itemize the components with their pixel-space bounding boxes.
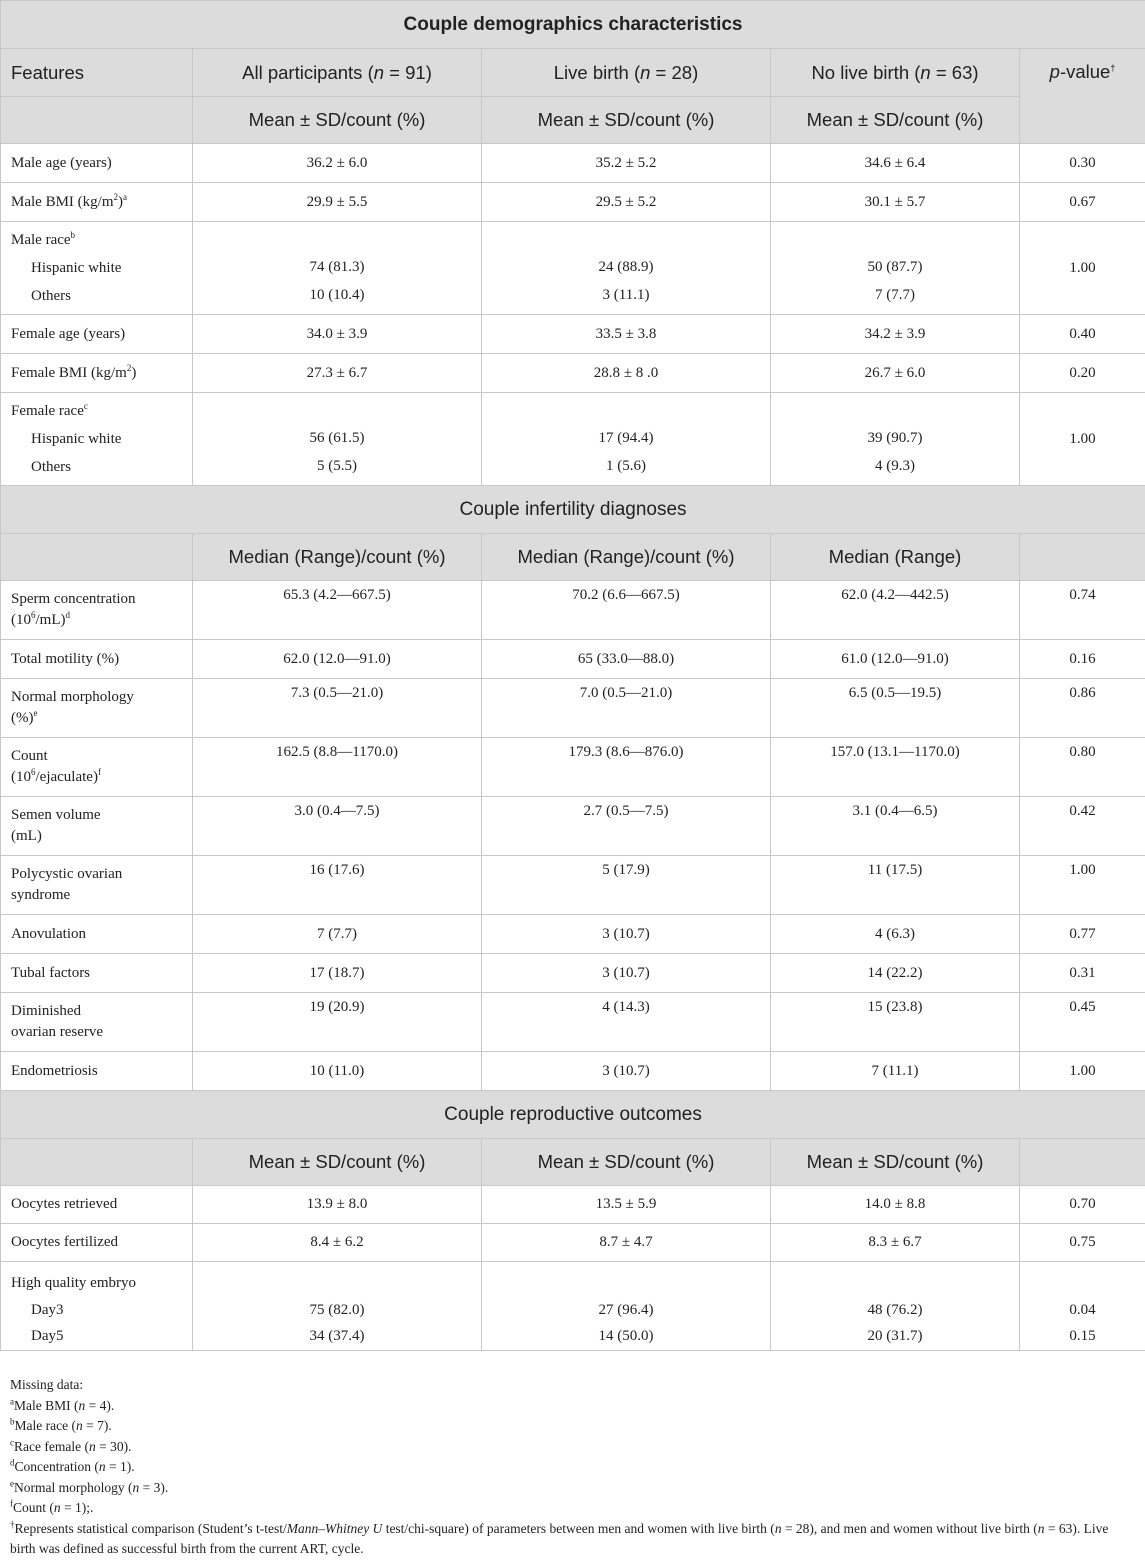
cell-nolive: 15 (23.8) bbox=[771, 993, 1020, 1052]
footnote-e: $^e$Normal morphology (n = 3). bbox=[10, 1478, 1135, 1499]
row-label: Female race$^c$ Hispanic white Others bbox=[1, 393, 193, 486]
cell-p: 0.67 bbox=[1020, 183, 1145, 222]
table-row bbox=[1, 1224, 1145, 1262]
table-row bbox=[1, 393, 1145, 486]
cell-p: 0.45 bbox=[1020, 993, 1145, 1052]
stat-header-empty bbox=[1, 1139, 193, 1186]
cell-all: 62.0 (12.0—91.0) bbox=[193, 640, 482, 679]
table-row bbox=[1, 1052, 1145, 1091]
cell-all: 29.9 ± 5.5 bbox=[193, 183, 482, 222]
stat-header-row bbox=[1, 534, 1145, 581]
stat-header-all: Mean ± SD/count (%) bbox=[193, 1139, 482, 1186]
table-row bbox=[1, 954, 1145, 993]
table-row bbox=[1, 581, 1145, 640]
stat-header-empty bbox=[1, 97, 193, 144]
stat-header-p-empty bbox=[1020, 1139, 1145, 1186]
row-label: Male BMI $(kg/m^2)^a$ bbox=[1, 183, 193, 222]
cell-nolive: 8.3 ± 6.7 bbox=[771, 1224, 1020, 1262]
table-row bbox=[1, 315, 1145, 354]
row-label: Diminished ovarian reserve bbox=[1, 993, 193, 1052]
cell-p: 0.80 bbox=[1020, 738, 1145, 797]
footnote-d: $^d$Concentration (n = 1). bbox=[10, 1457, 1135, 1478]
section-title-row bbox=[1, 1091, 1145, 1139]
cell-all: 10 (11.0) bbox=[193, 1052, 482, 1091]
row-label: Tubal factors bbox=[1, 954, 193, 993]
stat-header-nolive: Mean ± SD/count (%) bbox=[771, 1139, 1020, 1186]
cell-live: 33.5 ± 3.8 bbox=[482, 315, 771, 354]
row-label: High quality embryo Day3 Day5 bbox=[1, 1262, 193, 1351]
stat-header-live: Mean ± SD/count (%) bbox=[482, 97, 771, 144]
cell-p: 0.31 bbox=[1020, 954, 1145, 993]
cell-all: 19 (20.9) bbox=[193, 993, 482, 1052]
row-label: Female age (years) bbox=[1, 315, 193, 354]
cell-p: 0.42 bbox=[1020, 797, 1145, 856]
cell-nolive: 61.0 (12.0—91.0) bbox=[771, 640, 1020, 679]
stat-header-p-empty bbox=[1020, 534, 1145, 581]
cell-p: 0.86 bbox=[1020, 679, 1145, 738]
row-label: Endometriosis bbox=[1, 1052, 193, 1091]
section-title: Couple reproductive outcomes bbox=[1, 1091, 1145, 1139]
cell-all: 36.2 ± 6.0 bbox=[193, 144, 482, 183]
cell-all: 3.0 (0.4—7.5) bbox=[193, 797, 482, 856]
table-row bbox=[1, 1262, 1145, 1351]
cell-p: 0.74 bbox=[1020, 581, 1145, 640]
cell-all: 65.3 (4.2—667.5) bbox=[193, 581, 482, 640]
cell-nolive: 34.6 ± 6.4 bbox=[771, 144, 1020, 183]
cell-p: 1.00 bbox=[1020, 1052, 1145, 1091]
table-row bbox=[1, 856, 1145, 915]
p-value-header: p-value† bbox=[1020, 49, 1145, 144]
cell-nolive: 34.2 ± 3.9 bbox=[771, 315, 1020, 354]
stat-header-nolive: Mean ± SD/count (%) bbox=[771, 97, 1020, 144]
table-row bbox=[1, 797, 1145, 856]
cell-live: 13.5 ± 5.9 bbox=[482, 1186, 771, 1224]
cell-all: 56 (61.5) 5 (5.5) bbox=[193, 393, 482, 486]
row-label: Polycystic ovarian syndrome bbox=[1, 856, 193, 915]
cell-nolive: 62.0 (4.2—442.5) bbox=[771, 581, 1020, 640]
row-label: Oocytes fertilized bbox=[1, 1224, 193, 1262]
table-row bbox=[1, 738, 1145, 797]
cell-nolive: 48 (76.2) 20 (31.7) bbox=[771, 1262, 1020, 1351]
column-header-row bbox=[1, 49, 1145, 97]
cell-nolive: 14 (22.2) bbox=[771, 954, 1020, 993]
cell-live: 24 (88.9) 3 (11.1) bbox=[482, 222, 771, 315]
features-header: Features bbox=[1, 49, 193, 97]
row-label: Female BMI $(kg/m^2)$ bbox=[1, 354, 193, 393]
table-row bbox=[1, 993, 1145, 1052]
cell-nolive: 7 (11.1) bbox=[771, 1052, 1020, 1091]
row-label: Male race$^b$ Hispanic white Others bbox=[1, 222, 193, 315]
all-participants-header: All participants (n = 91) bbox=[193, 49, 482, 97]
cell-nolive: 39 (90.7) 4 (9.3) bbox=[771, 393, 1020, 486]
cell-nolive: 6.5 (0.5—19.5) bbox=[771, 679, 1020, 738]
stat-header-row bbox=[1, 1139, 1145, 1186]
cell-live: 65 (33.0—88.0) bbox=[482, 640, 771, 679]
footnote-f: $^f$Count (n = 1);. bbox=[10, 1498, 1135, 1519]
cell-nolive: 30.1 ± 5.7 bbox=[771, 183, 1020, 222]
stat-header-row bbox=[1, 97, 1145, 144]
cell-all: 8.4 ± 6.2 bbox=[193, 1224, 482, 1262]
stat-header-live: Median (Range)/count (%) bbox=[482, 534, 771, 581]
row-label: Count $(10^6/ejaculate)^f$ bbox=[1, 738, 193, 797]
cell-nolive: 26.7 ± 6.0 bbox=[771, 354, 1020, 393]
cell-all: 75 (82.0) 34 (37.4) bbox=[193, 1262, 482, 1351]
cell-p: 0.04 0.15 bbox=[1020, 1262, 1145, 1351]
no-live-birth-header: No live birth (n = 63) bbox=[771, 49, 1020, 97]
cell-p: 0.16 bbox=[1020, 640, 1145, 679]
footnotes bbox=[10, 1375, 1135, 1560]
cell-all: 162.5 (8.8—1170.0) bbox=[193, 738, 482, 797]
stat-header-all: Median (Range)/count (%) bbox=[193, 534, 482, 581]
cell-p: 0.77 bbox=[1020, 915, 1145, 954]
cell-p: 1.00 bbox=[1020, 222, 1145, 315]
cell-nolive: 157.0 (13.1—1170.0) bbox=[771, 738, 1020, 797]
cell-p: 1.00 bbox=[1020, 393, 1145, 486]
cell-live: 17 (94.4) 1 (5.6) bbox=[482, 393, 771, 486]
table-row bbox=[1, 354, 1145, 393]
cell-live: 5 (17.9) bbox=[482, 856, 771, 915]
row-label: Male age (years) bbox=[1, 144, 193, 183]
footnote-dagger: †Represents statistical comparison (Student’s t-test/Mann–Whitney U test/chi-square) of parameters between men and women with live birth (n = 28), and men and women without live birth (n = 63). Live birth was defined as successful birth from the current ART, cycle. bbox=[10, 1519, 1135, 1560]
footnote-b: $^b$Male race (n = 7). bbox=[10, 1416, 1135, 1437]
cell-p: 0.20 bbox=[1020, 354, 1145, 393]
section-title-row bbox=[1, 1, 1145, 49]
cell-all: 7 (7.7) bbox=[193, 915, 482, 954]
cell-live: 2.7 (0.5—7.5) bbox=[482, 797, 771, 856]
table-row bbox=[1, 144, 1145, 183]
row-label: Normal morphology (%)$^e$ bbox=[1, 679, 193, 738]
section-title: Couple infertility diagnoses bbox=[1, 486, 1145, 534]
cell-p: 1.00 bbox=[1020, 856, 1145, 915]
cell-p: 0.75 bbox=[1020, 1224, 1145, 1262]
row-label: Total motility (%) bbox=[1, 640, 193, 679]
cell-nolive: 4 (6.3) bbox=[771, 915, 1020, 954]
footnote-missing: Missing data: bbox=[10, 1375, 1135, 1396]
table-row bbox=[1, 222, 1145, 315]
cell-live: 3 (10.7) bbox=[482, 915, 771, 954]
table-row bbox=[1, 640, 1145, 679]
cell-p: 0.30 bbox=[1020, 144, 1145, 183]
cell-all: 13.9 ± 8.0 bbox=[193, 1186, 482, 1224]
table-row bbox=[1, 183, 1145, 222]
stat-header-all: Mean ± SD/count (%) bbox=[193, 97, 482, 144]
cell-live: 28.8 ± 8 .0 bbox=[482, 354, 771, 393]
stat-header-live: Mean ± SD/count (%) bbox=[482, 1139, 771, 1186]
cell-live: 8.7 ± 4.7 bbox=[482, 1224, 771, 1262]
cell-all: 27.3 ± 6.7 bbox=[193, 354, 482, 393]
cell-live: 35.2 ± 5.2 bbox=[482, 144, 771, 183]
cell-nolive: 14.0 ± 8.8 bbox=[771, 1186, 1020, 1224]
cell-nolive: 50 (87.7) 7 (7.7) bbox=[771, 222, 1020, 315]
cell-all: 74 (81.3) 10 (10.4) bbox=[193, 222, 482, 315]
row-label: Sperm concentration $(10^6/mL)^d$ bbox=[1, 581, 193, 640]
cell-all: 16 (17.6) bbox=[193, 856, 482, 915]
section-title-row bbox=[1, 486, 1145, 534]
cell-live: 3 (10.7) bbox=[482, 954, 771, 993]
cell-all: 7.3 (0.5—21.0) bbox=[193, 679, 482, 738]
cell-nolive: 3.1 (0.4—6.5) bbox=[771, 797, 1020, 856]
live-birth-header: Live birth (n = 28) bbox=[482, 49, 771, 97]
stat-header-nolive: Median (Range) bbox=[771, 534, 1020, 581]
cell-live: 7.0 (0.5—21.0) bbox=[482, 679, 771, 738]
table-row bbox=[1, 915, 1145, 954]
cell-p: 0.40 bbox=[1020, 315, 1145, 354]
cell-live: 179.3 (8.6—876.0) bbox=[482, 738, 771, 797]
cell-live: 3 (10.7) bbox=[482, 1052, 771, 1091]
cell-live: 27 (96.4) 14 (50.0) bbox=[482, 1262, 771, 1351]
cell-live: 70.2 (6.6—667.5) bbox=[482, 581, 771, 640]
table-title: Couple demographics characteristics bbox=[1, 1, 1145, 49]
table-row bbox=[1, 1186, 1145, 1224]
table-row bbox=[1, 679, 1145, 738]
cell-live: 4 (14.3) bbox=[482, 993, 771, 1052]
stat-header-empty bbox=[1, 534, 193, 581]
footnote-c: $^c$Race female (n = 30). bbox=[10, 1437, 1135, 1458]
cell-p: 0.70 bbox=[1020, 1186, 1145, 1224]
row-label: Semen volume (mL) bbox=[1, 797, 193, 856]
row-label: Oocytes retrieved bbox=[1, 1186, 193, 1224]
cell-all: 17 (18.7) bbox=[193, 954, 482, 993]
row-label: Anovulation bbox=[1, 915, 193, 954]
cell-all: 34.0 ± 3.9 bbox=[193, 315, 482, 354]
footnote-a: $^a$Male BMI (n = 4). bbox=[10, 1396, 1135, 1417]
cell-live: 29.5 ± 5.2 bbox=[482, 183, 771, 222]
cell-nolive: 11 (17.5) bbox=[771, 856, 1020, 915]
